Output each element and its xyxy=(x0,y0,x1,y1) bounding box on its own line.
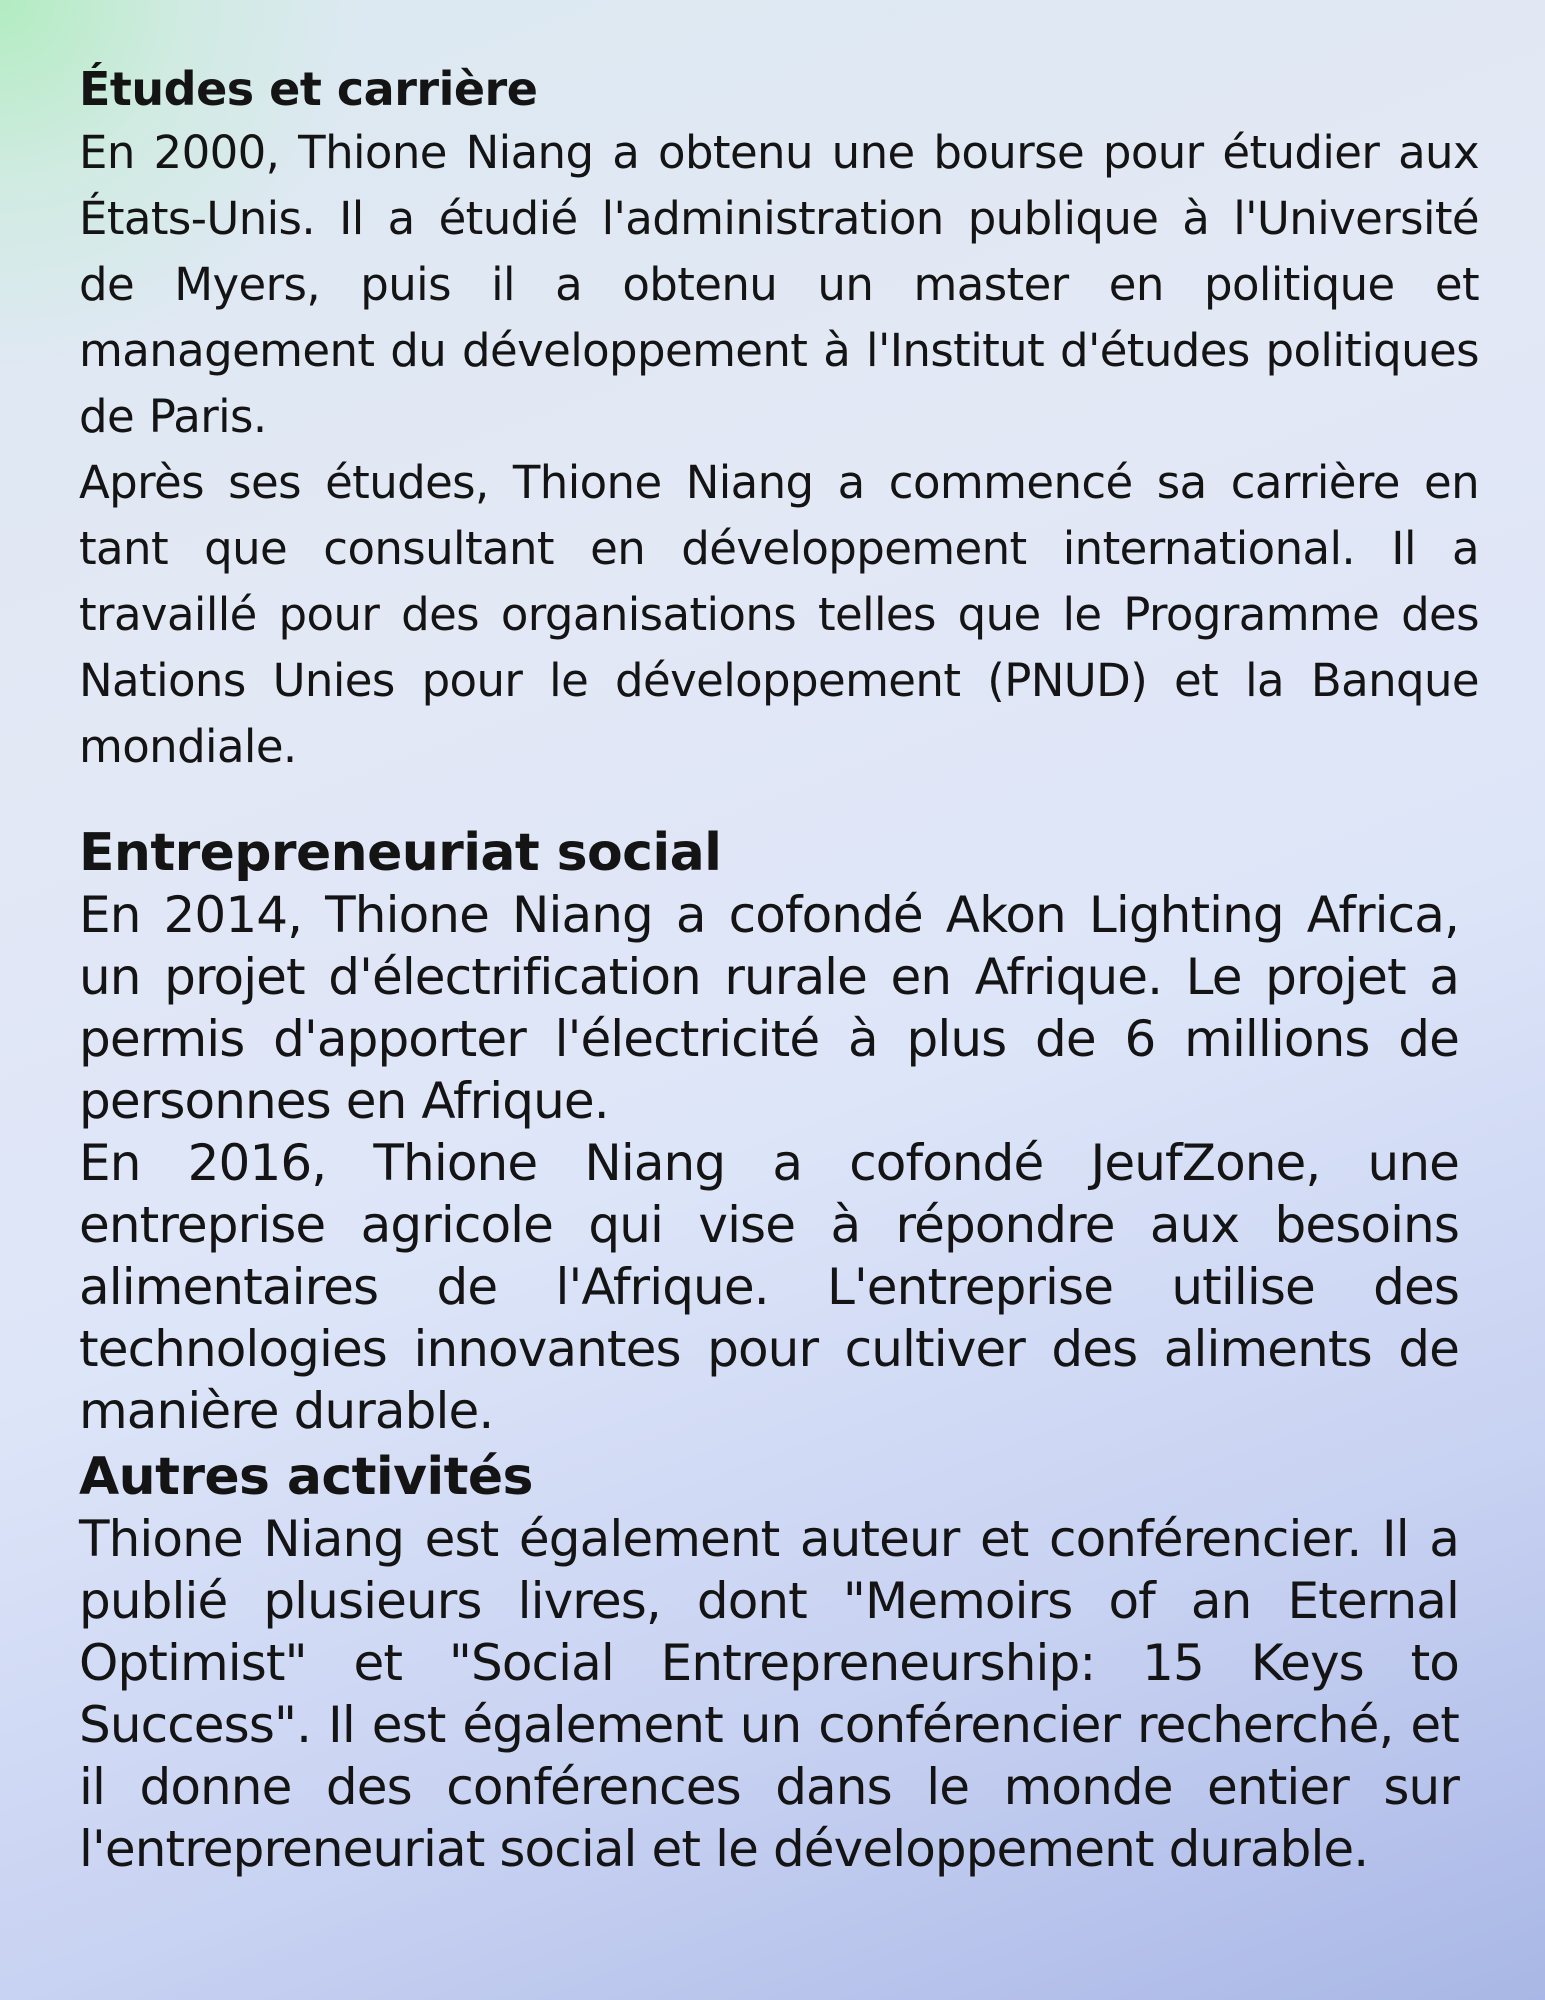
section-entrepreneuriat-social xyxy=(79,822,1459,1442)
section-autres-activites xyxy=(79,1446,1459,1880)
paragraph: Thione Niang est également auteur et conférencier. Il a publié plusieurs livres, dont "Memoirs of an Eternal Optimist" et "Social Entrepreneurship: 15 Keys to Success". Il est également un conférencier recherché, et il donne des conférences dans le monde entier sur l'entrepreneuriat social et le développement durable. xyxy=(79,1510,1459,1878)
paragraph: En 2000, Thione Niang a obtenu une bourse pour étudier aux États-Unis. Il a étudié l'administration publique à l'Université de Myers, puis il a obtenu un master en politique et management du développement à l'Institut d'études politiques de Paris. xyxy=(79,126,1479,443)
section-heading: Études et carrière xyxy=(79,62,538,116)
section-etudes-carriere xyxy=(79,58,1479,780)
section-heading: Autres activités xyxy=(79,1447,533,1507)
paragraph: Après ses études, Thione Niang a commencé sa carrière en tant que consultant en développement international. Il a travaillé pour des organisations telles que le Programme des Nations Unies pour le développement (PNUD) et la Banque mondiale. xyxy=(79,456,1479,773)
document-page xyxy=(79,58,1479,1880)
paragraph: En 2014, Thione Niang a cofondé Akon Lighting Africa, un projet d'électrification rurale en Afrique. Le projet a permis d'apporter l'électricité à plus de 6 millions de personnes en Afrique. xyxy=(79,886,1459,1130)
section-heading: Entrepreneuriat social xyxy=(79,823,722,883)
paragraph: En 2016, Thione Niang a cofondé JeufZone, une entreprise agricole qui vise à répondre aux besoins alimentaires de l'Afrique. L'entreprise utilise des technologies innovantes pour cultiver des aliments de manière durable. xyxy=(79,1134,1459,1440)
